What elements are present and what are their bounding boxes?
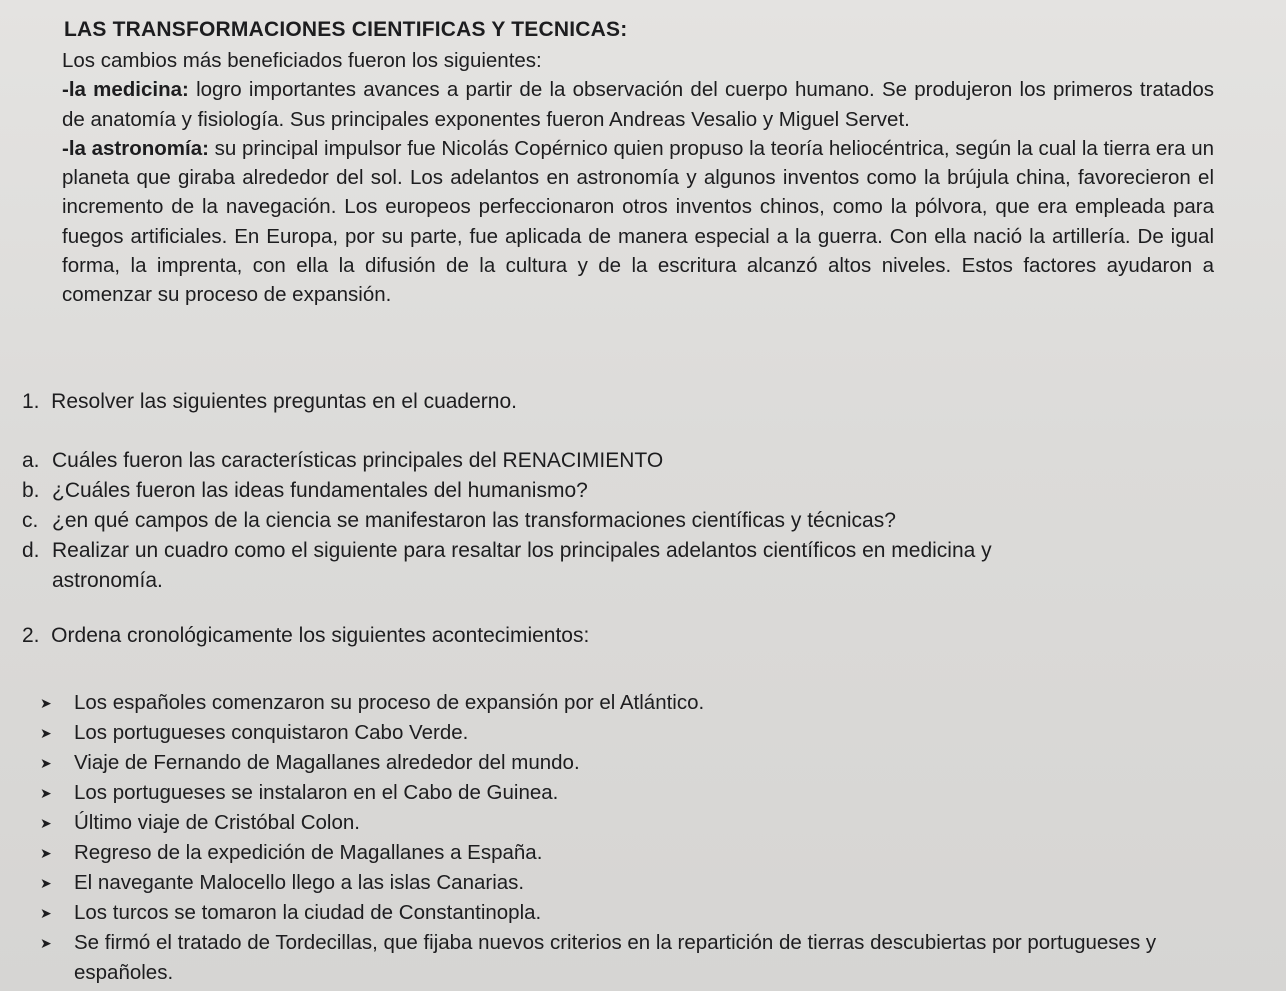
subquestion-a: [22, 446, 1222, 476]
document-title: LAS TRANSFORMACIONES CIENTIFICAS Y TECNICAS:: [64, 18, 628, 41]
medicina-label: -la medicina:: [62, 78, 189, 102]
arrowhead-bullet-icon: ➤: [40, 725, 52, 741]
medicina-paragraph: [62, 75, 1214, 134]
list-item: [40, 928, 1260, 988]
subquestion-b: [22, 476, 1222, 506]
astronomia-text: su principal impulsor fue Nicolás Copérnico quien propuso la teoría heliocéntrica, según la cual la tierra era un planeta que giraba alrededor del sol. Los adelantos en astronomía y algunos inventos como la brújula china, favorecieron el incremento de la navegación. Los europeos perfeccionaron otros inventos chinos, como la pólvora, que era empleada para fuegos artificiales. En Europa, por su parte, fue aplicada de manera especial a la guerra. Con ella nació la artillería. De igual forma, la imprenta, con ella la difusión de la cultura y de la escritura alcanzó altos niveles. Estos factores ayudaron a comenzar su proceso de expansión.: [62, 136, 1215, 307]
subquestion-letter: b.: [22, 479, 40, 502]
intro-section: [62, 46, 1214, 310]
subquestion-letter: c.: [22, 509, 39, 532]
event-text: Los portugueses conquistaron Cabo Verde.: [74, 721, 469, 744]
subquestion-letter: d.: [22, 539, 40, 562]
subquestion-letter: a.: [22, 449, 40, 472]
list-item: [40, 808, 1260, 838]
subquestion-d: [22, 536, 1222, 596]
arrowhead-bullet-icon: ➤: [40, 875, 52, 891]
list-item: [40, 898, 1260, 928]
event-text: Regreso de la expedición de Magallanes a España.: [74, 841, 543, 864]
astronomia-paragraph: [62, 134, 1214, 310]
event-text: Último viaje de Cristóbal Colon.: [74, 811, 360, 834]
list-item: [40, 838, 1260, 868]
events-list: [40, 688, 1260, 988]
subquestion-text: ¿Cuáles fueron las ideas fundamentales del humanismo?: [52, 479, 588, 502]
arrowhead-bullet-icon: ➤: [40, 815, 52, 831]
list-item: [40, 778, 1260, 808]
medicina-text: logro importantes avances a partir de la observación del cuerpo humano. Se produjeron los primeros tratados de anatomía y fisiología. Sus principales exponentes fueron Andreas Vesalio y Miguel Servet.: [62, 78, 1215, 131]
event-text: Los turcos se tomaron la ciudad de Constantinopla.: [74, 901, 542, 924]
event-text: Se firmó el tratado de Tordecillas, que fijaba nuevos criterios en la repartición de tierras descubiertas por portugueses y españoles.: [74, 931, 1157, 984]
arrowhead-bullet-icon: ➤: [40, 695, 52, 711]
question-2: 2. Ordena cronológicamente los siguientes acontecimientos:: [22, 624, 590, 647]
arrowhead-bullet-icon: ➤: [40, 785, 52, 801]
question-1: 1. Resolver las siguientes preguntas en el cuaderno.: [22, 390, 517, 413]
event-text: Viaje de Fernando de Magallanes alrededor del mundo.: [74, 751, 580, 774]
subquestion-text: Cuáles fueron las características principales del RENACIMIENTO: [52, 449, 664, 472]
event-text: Los españoles comenzaron su proceso de expansión por el Atlántico.: [74, 691, 705, 714]
event-text: El navegante Malocello llego a las islas Canarias.: [74, 871, 525, 894]
event-text: Los portugueses se instalaron en el Cabo de Guinea.: [74, 781, 559, 804]
list-item: [40, 718, 1260, 748]
arrowhead-bullet-icon: ➤: [40, 905, 52, 921]
subquestion-continuation: astronomía.: [52, 569, 163, 592]
subquestion-c: [22, 506, 1222, 536]
astronomia-label: -la astronomía:: [62, 136, 209, 160]
arrowhead-bullet-icon: ➤: [40, 845, 52, 861]
list-item: [40, 688, 1260, 718]
subquestion-text: Realizar un cuadro como el siguiente para resaltar los principales adelantos científicos en medicina y: [52, 539, 992, 562]
intro-paragraph: Los cambios más beneficiados fueron los siguientes:: [62, 49, 542, 72]
list-item: [40, 748, 1260, 778]
arrowhead-bullet-icon: ➤: [40, 935, 52, 951]
subquestion-text: ¿en qué campos de la ciencia se manifestaron las transformaciones científicas y técnicas?: [52, 509, 896, 532]
list-item: [40, 868, 1260, 898]
arrowhead-bullet-icon: ➤: [40, 755, 52, 771]
